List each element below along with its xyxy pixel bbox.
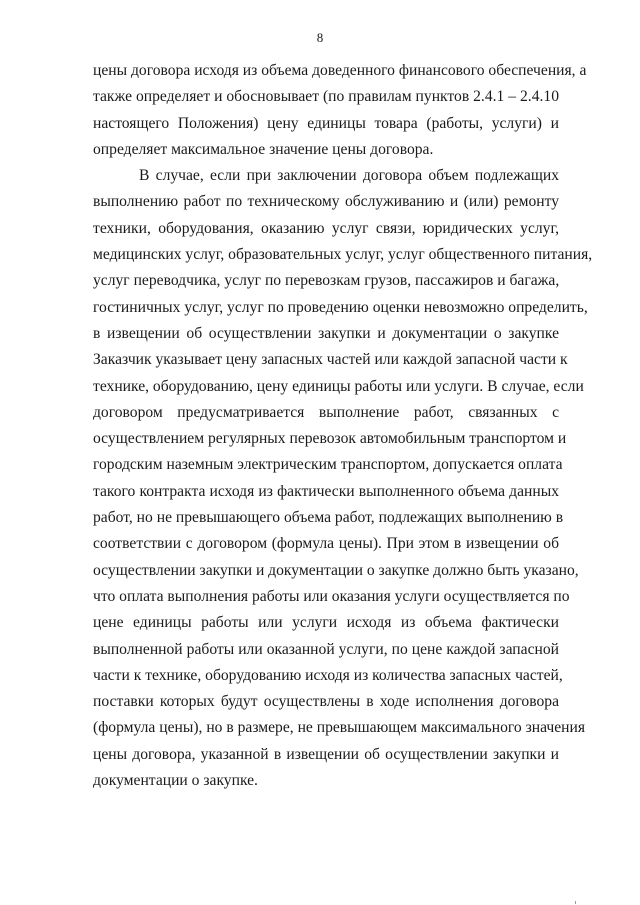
- paragraph-1: [93, 58, 587, 163]
- paragraph-2: [93, 163, 593, 794]
- text-line: выполнению работ по техническому обслуживанию и (или) ремонту: [93, 193, 559, 211]
- text-line: цены договора, указанной в извещении об осуществлении закупки и: [93, 745, 559, 763]
- text-line: выполненной работы или оказанной услуги, по цене каждой запасной: [93, 640, 559, 658]
- text-line: работ, но не превышающего объема работ, подлежащих выполнению в: [93, 509, 564, 527]
- text-line: также определяет и обосновывает (по правилам пунктов 2.4.1 – 2.4.10: [93, 88, 559, 106]
- text-line: технике, оборудованию, цену единицы работы или услуги. В случае, если: [93, 377, 584, 395]
- text-line: В случае, если при заключении договора объем подлежащих: [139, 167, 559, 185]
- text-line: услуг переводчика, услуг по перевозкам грузов, пассажиров и багажа,: [93, 272, 560, 290]
- text-line: техники, оборудования, оказанию услуг связи, юридических услуг,: [93, 219, 559, 237]
- text-line: цены договора исходя из объема доведенного финансового обеспечения, а: [93, 62, 587, 79]
- text-line: настоящего Положения) цену единицы товара (работы, услуги) и: [93, 114, 559, 132]
- text-line: что оплата выполнения работы или оказания услуги осуществляется по: [93, 587, 570, 605]
- text-line: части к технике, оборудованию исходя из количества запасных частей,: [93, 666, 563, 684]
- text-line: поставки которых будут осуществлены в ходе исполнения договора: [93, 693, 559, 711]
- text-line: Заказчик указывает цену запасных частей или каждой запасной части к: [93, 351, 568, 369]
- body-text: [93, 58, 593, 794]
- text-line: договором предусматривается выполнение работ, связанных с: [93, 403, 559, 421]
- text-line: такого контракта исходя из фактически выполненного объема данных: [93, 482, 559, 500]
- text-line: медицинских услуг, образовательных услуг, услуг общественного питания,: [93, 246, 593, 264]
- text-line: городским наземным электрическим транспортом, допускается оплата: [93, 456, 563, 474]
- text-line: осуществлении закупки и документации о закупке должно быть указано,: [93, 561, 579, 579]
- text-line: (формула цены), но в размере, не превышающем максимального значения: [93, 719, 586, 737]
- scan-artifact: [575, 901, 576, 904]
- text-line: документации о закупке.: [93, 772, 258, 790]
- page-number: 8: [316, 30, 324, 45]
- text-line: в извещении об осуществлении закупки и документации о закупке: [93, 324, 559, 342]
- text-line: определяет максимальное значение цены договора.: [93, 140, 434, 158]
- text-line: осуществлением регулярных перевозок автомобильным транспортом и: [93, 430, 567, 448]
- text-line: цене единицы работы или услуги исходя из объема фактически: [93, 614, 559, 632]
- text-line: соответствии с договором (формула цены). При этом в извещении об: [93, 535, 559, 553]
- text-line: гостиничных услуг, услуг по проведению оценки невозможно определить,: [93, 298, 588, 316]
